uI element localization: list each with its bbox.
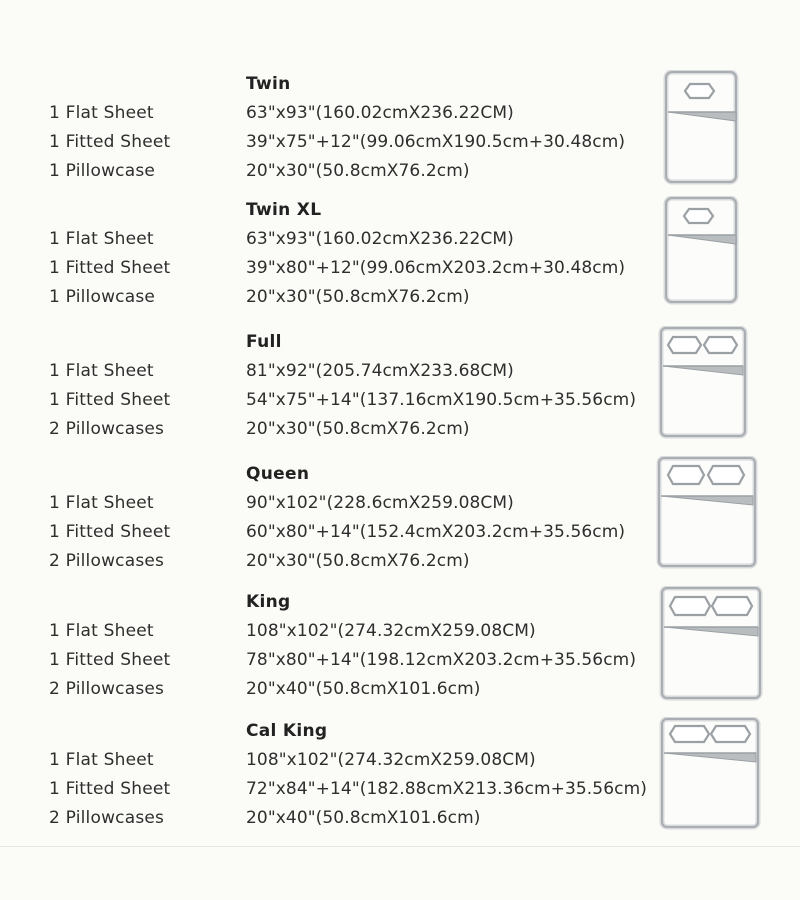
size-title: Twin XL (246, 200, 322, 220)
item-label: 1 Flat Sheet (49, 750, 154, 770)
item-dimensions: 39"x80"+12"(99.06cmX203.2cm+30.48cm) (246, 258, 626, 278)
item-dimensions: 78"x80"+14"(198.12cmX203.2cm+35.56cm) (246, 650, 637, 670)
item-label: 1 Pillowcase (49, 287, 156, 307)
item-dimensions: 20"x30"(50.8cmX76.2cm) (246, 419, 470, 439)
item-label: 1 Flat Sheet (49, 493, 154, 513)
item-dimensions: 81"x92"(205.74cmX233.68CM) (246, 361, 514, 381)
item-dimensions: 60"x80"+14"(152.4cmX203.2cm+35.56cm) (246, 522, 626, 542)
item-label: 1 Fitted Sheet (49, 132, 171, 152)
size-title: Twin (246, 74, 291, 94)
king-bed-icon (657, 586, 765, 702)
item-dimensions: 63"x93"(160.02cmX236.22CM) (246, 103, 514, 123)
bottom-divider (0, 846, 800, 847)
size-title: King (246, 592, 291, 612)
item-label: 1 Fitted Sheet (49, 650, 171, 670)
item-dimensions: 108"x102"(274.32cmX259.08CM) (246, 750, 536, 770)
item-label: 1 Fitted Sheet (49, 779, 171, 799)
item-dimensions: 90"x102"(228.6cmX259.08CM) (246, 493, 514, 513)
item-label: 1 Fitted Sheet (49, 258, 171, 278)
item-dimensions: 20"x40"(50.8cmX101.6cm) (246, 808, 481, 828)
item-label: 1 Flat Sheet (49, 621, 154, 641)
item-dimensions: 20"x30"(50.8cmX76.2cm) (246, 287, 470, 307)
full-bed-icon (656, 326, 750, 440)
item-dimensions: 72"x84"+14"(182.88cmX213.36cm+35.56cm) (246, 779, 647, 799)
item-label: 1 Flat Sheet (49, 229, 154, 249)
item-label: 2 Pillowcases (49, 419, 165, 439)
item-dimensions: 20"x30"(50.8cmX76.2cm) (246, 161, 470, 181)
queen-bed-icon (654, 456, 760, 570)
item-label: 1 Fitted Sheet (49, 390, 171, 410)
cal-king-bed-icon (657, 717, 763, 831)
item-dimensions: 108"x102"(274.32cmX259.08CM) (246, 621, 536, 641)
item-label: 1 Flat Sheet (49, 103, 154, 123)
item-label: 1 Flat Sheet (49, 361, 154, 381)
item-dimensions: 54"x75"+14"(137.16cmX190.5cm+35.56cm) (246, 390, 637, 410)
size-title: Queen (246, 464, 310, 484)
item-label: 2 Pillowcases (49, 808, 165, 828)
twin-xl-bed-icon (660, 196, 742, 306)
item-label: 2 Pillowcases (49, 679, 165, 699)
size-title: Cal King (246, 721, 328, 741)
item-label: 1 Fitted Sheet (49, 522, 171, 542)
item-label: 2 Pillowcases (49, 551, 165, 571)
item-dimensions: 63"x93"(160.02cmX236.22CM) (246, 229, 514, 249)
item-dimensions: 39"x75"+12"(99.06cmX190.5cm+30.48cm) (246, 132, 626, 152)
item-dimensions: 20"x30"(50.8cmX76.2cm) (246, 551, 470, 571)
item-label: 1 Pillowcase (49, 161, 156, 181)
item-dimensions: 20"x40"(50.8cmX101.6cm) (246, 679, 481, 699)
size-title: Full (246, 332, 282, 352)
twin-bed-icon (660, 70, 742, 186)
